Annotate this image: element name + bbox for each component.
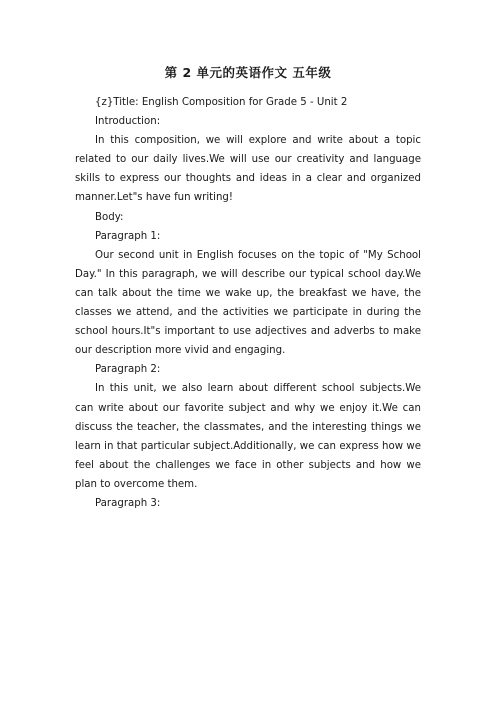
paragraph-introduction: In this composition, we will explore and write about a topic related to our daily lives.We will use our creativity and language skills to express our thoughts and ideas in a clear and organized manner.Let"s have fun writing! (75, 135, 421, 204)
heading-introduction: Introduction: (95, 116, 161, 128)
paragraph-2-text: In this unit, we also learn about different school subjects.We can write about our favorite subject and why we enjoy it.We can discuss the teacher, the classmates, and the interesting things we learn in that particular subject.Additionally, we can express how we feel about the challenges we face in other subjects and how we plan to overcome them. (75, 383, 421, 490)
heading-paragraph-1: Paragraph 1: (95, 230, 161, 242)
heading-paragraph-3: Paragraph 3: (95, 497, 161, 509)
document-title: 第 2 单元的英语作文 五年级 (164, 65, 332, 80)
heading-body: Body: (95, 211, 124, 223)
paragraph-1-text: Our second unit in English focuses on the topic of "My School Day." In this paragraph, we will describe our typical school day.We can talk about the time we wake up, the breakfast we have, the classes we attend, and the activities we participate in during the school hours.It"s important to use adjectives and adverbs to make our description more vivid and engaging. (75, 249, 421, 357)
paragraph-title-line: {z}Title: English Composition for Grade 5 - Unit 2 (95, 97, 348, 108)
document-body (75, 93, 421, 513)
heading-paragraph-2: Paragraph 2: (95, 364, 161, 376)
